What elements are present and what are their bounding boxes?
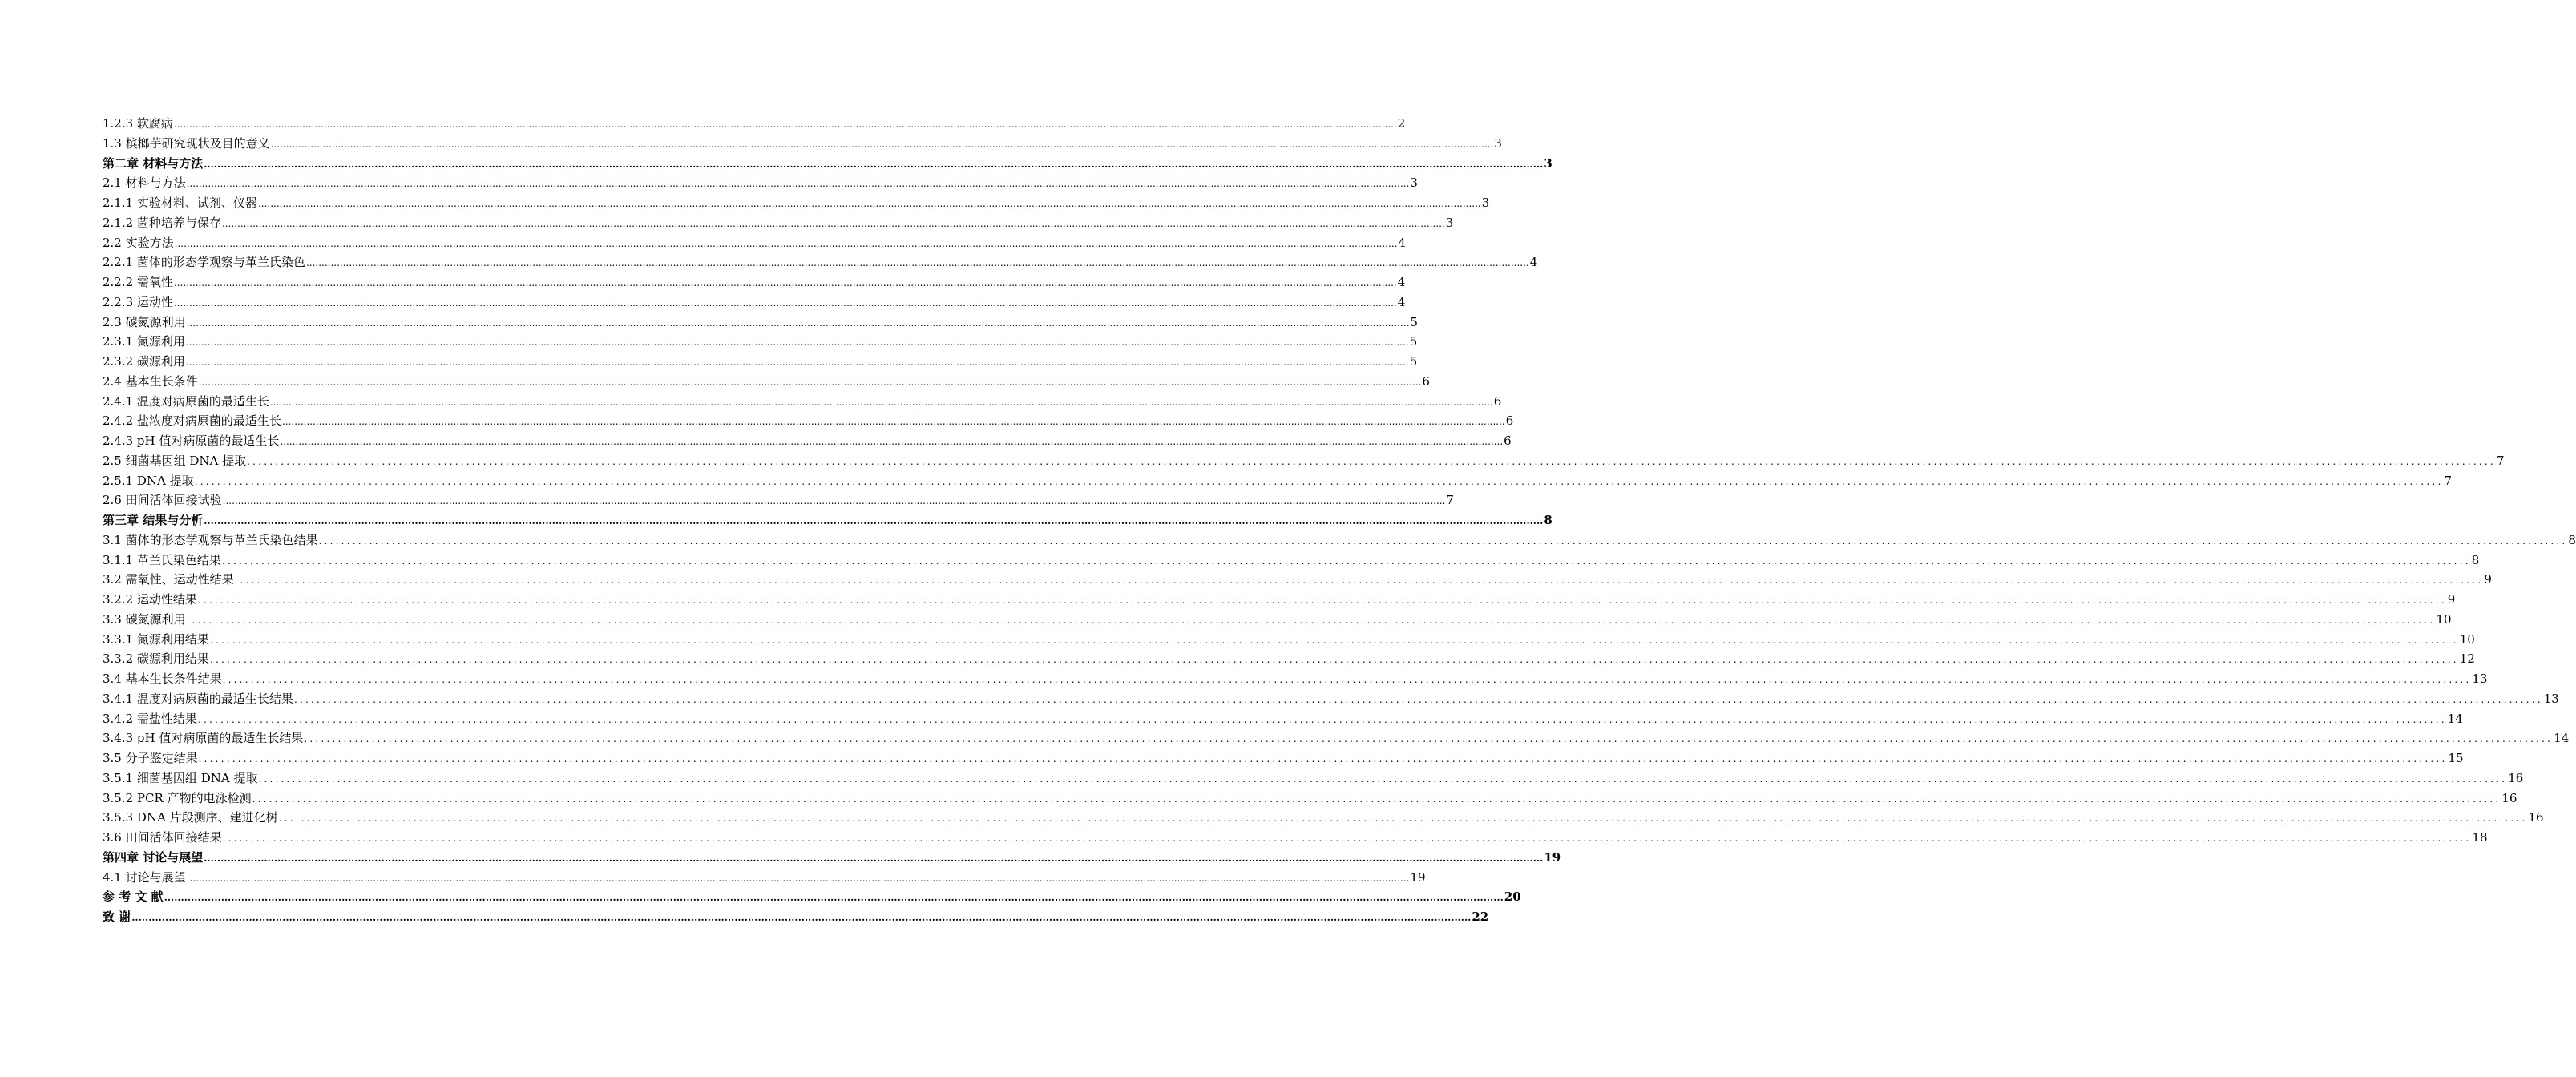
toc-entry-page-number: 7 — [2496, 453, 2505, 468]
toc-entry-page-number: 8 — [1544, 513, 1552, 527]
toc-entry[interactable] — [103, 432, 1512, 452]
toc-dot-leader: ................................................................................................................................................................................................................................................................................................................................................................................................................ — [204, 158, 1544, 170]
toc-entry[interactable] — [103, 234, 1406, 254]
toc-entry-title: 2.6 田间活体回接试验 — [103, 493, 222, 508]
toc-entry-title: 2.2.3 运动性 — [103, 294, 173, 309]
toc-entry-page-number: 18 — [2472, 830, 2488, 845]
toc-dot-leader: ................................................................................................................................................................................................................................................................................................................................................................................................................ — [197, 595, 2447, 606]
toc-entry[interactable] — [103, 293, 1406, 313]
toc-entry-title: 3.6 田间活体回接结果 — [103, 830, 222, 845]
toc-entry-title: 3.1.1 革兰氏染色结果 — [103, 552, 221, 567]
toc-dot-leader: ................................................................................................................................................................................................................................................................................................................................................................................................................ — [198, 376, 1422, 388]
toc-dot-leader: ................................................................................................................................................................................................................................................................................................................................................................................................................ — [186, 614, 2436, 626]
toc-entry[interactable] — [103, 174, 1418, 194]
toc-entry-title: 3.5.2 PCR 产物的电泳检测 — [103, 790, 252, 805]
toc-entry-page-number: 13 — [2472, 672, 2488, 686]
toc-entry-title: 2.2.2 需氧性 — [103, 275, 173, 289]
toc-entry-title: 3.2 需氧性、运动性结果 — [103, 572, 234, 587]
toc-entry-title: 3.4.3 pH 值对病原菌的最适生长结果 — [103, 731, 304, 746]
toc-dot-leader: ................................................................................................................................................................................................................................................................................................................................................................................................................ — [173, 119, 1397, 130]
toc-entry-title: 3.3.1 氮源利用结果 — [103, 631, 209, 647]
toc-entry[interactable] — [103, 849, 1561, 869]
toc-entry-page-number: 3 — [1410, 175, 1418, 191]
toc-entry-page-number: 16 — [2528, 810, 2544, 825]
toc-entry[interactable] — [103, 373, 1430, 393]
toc-entry-title: 2.4.2 盐浓度对病原菌的最适生长 — [103, 413, 281, 429]
toc-dot-leader: ................................................................................................................................................................................................................................................................................................................................................................................................................ — [174, 237, 1398, 249]
toc-entry[interactable] — [103, 869, 1426, 889]
toc-entry[interactable] — [103, 155, 1552, 175]
toc-entry[interactable] — [103, 809, 2544, 829]
toc-dot-leader: ................................................................................................................................................................................................................................................................................................................................................................................................................ — [258, 772, 2508, 785]
toc-dot-leader: ................................................................................................................................................................................................................................................................................................................................................................................................................ — [204, 852, 1544, 864]
toc-dot-leader: ................................................................................................................................................................................................................................................................................................................................................................................................................ — [164, 892, 1504, 904]
toc-entry[interactable] — [103, 333, 1418, 353]
toc-entry-page-number: 16 — [2501, 790, 2517, 805]
toc-dot-leader: ................................................................................................................................................................................................................................................................................................................................................................................................................ — [270, 138, 1494, 150]
toc-dot-leader: ................................................................................................................................................................................................................................................................................................................................................................................................................ — [185, 337, 1409, 349]
toc-entry-title: 2.2.1 菌体的形态学观察与革兰氏染色 — [103, 255, 305, 270]
toc-entry-page-number: 3 — [1481, 196, 1490, 210]
toc-entry-title: 3.3 碳氮源利用 — [103, 611, 186, 627]
toc-entry-title: 3.4.2 需盐性结果 — [103, 711, 197, 726]
toc-dot-leader: ................................................................................................................................................................................................................................................................................................................................................................................................................ — [252, 793, 2501, 805]
toc-entry-page-number: 20 — [1504, 889, 1521, 905]
toc-entry-title: 2.3 碳氮源利用 — [103, 314, 186, 329]
toc-entry-title: 3.3.2 碳源利用结果 — [103, 651, 209, 667]
toc-entry-title: 3.5.1 细菌基因组 DNA 提取 — [103, 770, 258, 785]
toc-entry-title: 参 考 文 献 — [103, 889, 164, 905]
toc-entry[interactable] — [103, 393, 1502, 413]
toc-entry[interactable] — [103, 729, 2570, 749]
toc-entry[interactable] — [103, 650, 2475, 670]
toc-dot-leader: ................................................................................................................................................................................................................................................................................................................................................................................................................ — [318, 534, 2568, 547]
toc-entry[interactable] — [103, 710, 2463, 730]
toc-entry[interactable] — [103, 749, 2464, 769]
toc-entry-title: 1.3 槟榔芋研究现状及目的意义 — [103, 135, 270, 151]
toc-dot-leader: ................................................................................................................................................................................................................................................................................................................................................................................................................ — [281, 416, 1505, 428]
toc-entry-title: 3.2.2 运动性结果 — [103, 592, 197, 607]
toc-entry-title: 3.4 基本生长条件结果 — [103, 672, 222, 686]
toc-entry[interactable] — [103, 135, 1502, 155]
toc-entry-page-number: 3 — [1445, 215, 1454, 230]
toc-entry[interactable] — [103, 571, 2492, 591]
toc-dot-leader: ................................................................................................................................................................................................................................................................................................................................................................................................................ — [131, 912, 1472, 923]
toc-dot-leader: ................................................................................................................................................................................................................................................................................................................................................................................................................ — [209, 654, 2459, 666]
toc-entry-page-number: 4 — [1529, 255, 1538, 270]
toc-entry-page-number: 3 — [1494, 135, 1502, 151]
toc-entry-page-number: 19 — [1410, 869, 1426, 885]
toc-entry[interactable] — [103, 353, 1418, 373]
toc-entry-page-number: 5 — [1409, 354, 1418, 369]
toc-entry-page-number: 2 — [1397, 116, 1406, 131]
toc-dot-leader: ................................................................................................................................................................................................................................................................................................................................................................................................................ — [280, 436, 1504, 447]
toc-entry-page-number: 6 — [1505, 413, 1514, 429]
toc-dot-leader: ................................................................................................................................................................................................................................................................................................................................................................................................................ — [278, 813, 2528, 825]
toc-entry[interactable] — [103, 690, 2559, 710]
toc-dot-leader: ................................................................................................................................................................................................................................................................................................................................................................................................................ — [173, 277, 1397, 288]
toc-entry-title: 1.2.3 软腐病 — [103, 116, 173, 131]
toc-entry-title: 3.5 分子鉴定结果 — [103, 751, 198, 765]
toc-dot-leader: ................................................................................................................................................................................................................................................................................................................................................................................................................ — [247, 455, 2496, 467]
toc-entry-title: 3.5.3 DNA 片段测序、建进化树 — [103, 810, 278, 825]
toc-entry-title: 2.4.3 pH 值对病原菌的最适生长 — [103, 434, 280, 448]
toc-dot-leader: ................................................................................................................................................................................................................................................................................................................................................................................................................ — [305, 257, 1529, 269]
toc-entry[interactable] — [103, 273, 1406, 293]
toc-entry[interactable] — [103, 491, 1454, 511]
toc-dot-leader: ................................................................................................................................................................................................................................................................................................................................................................................................................ — [194, 475, 2444, 487]
toc-entry[interactable] — [103, 253, 1538, 273]
toc-entry-title: 2.3.2 碳源利用 — [103, 354, 185, 369]
toc-entry-title: 2.5.1 DNA 提取 — [103, 473, 194, 488]
toc-entry-page-number: 14 — [2554, 731, 2570, 746]
toc-entry[interactable] — [103, 611, 2452, 631]
toc-entry[interactable] — [103, 769, 2524, 789]
toc-entry[interactable] — [103, 888, 1521, 908]
toc-dot-leader: ................................................................................................................................................................................................................................................................................................................................................................................................................ — [197, 713, 2447, 725]
toc-entry[interactable] — [103, 789, 2517, 809]
toc-dot-leader: ................................................................................................................................................................................................................................................................................................................................................................................................................ — [269, 396, 1493, 408]
toc-entry-title: 第四章 讨论与展望 — [103, 849, 204, 865]
toc-dot-leader: ................................................................................................................................................................................................................................................................................................................................................................................................................ — [222, 833, 2472, 844]
toc-entry-title: 2.3.1 氮源利用 — [103, 334, 185, 349]
toc-dot-leader: ................................................................................................................................................................................................................................................................................................................................................................................................................ — [186, 178, 1410, 190]
toc-entry[interactable] — [103, 511, 1552, 531]
toc-dot-leader: ................................................................................................................................................................................................................................................................................................................................................................................................................ — [257, 198, 1481, 209]
toc-entry-page-number: 16 — [2508, 770, 2524, 785]
toc-entry[interactable] — [103, 908, 1489, 928]
toc-dot-leader: ................................................................................................................................................................................................................................................................................................................................................................................................................ — [234, 575, 2484, 587]
toc-entry[interactable] — [103, 591, 2456, 611]
toc-entry-page-number: 12 — [2459, 651, 2475, 667]
toc-entry-page-number: 3 — [1544, 155, 1552, 171]
toc-entry-page-number: 13 — [2543, 691, 2559, 706]
toc-entry-page-number: 5 — [1409, 334, 1418, 349]
toc-dot-leader: ................................................................................................................................................................................................................................................................................................................................................................................................................ — [186, 872, 1410, 884]
toc-entry[interactable] — [103, 670, 2488, 690]
toc-entry[interactable] — [103, 412, 1514, 432]
toc-dot-leader: ................................................................................................................................................................................................................................................................................................................................................................................................................ — [198, 753, 2448, 764]
toc-dot-leader: ................................................................................................................................................................................................................................................................................................................................................................................................................ — [221, 217, 1445, 229]
toc-entry-page-number: 9 — [2484, 572, 2492, 587]
toc-entry[interactable] — [103, 829, 2488, 849]
toc-entry-page-number: 14 — [2447, 711, 2463, 726]
toc-entry-title: 2.1.1 实验材料、试剂、仪器 — [103, 196, 257, 210]
toc-entry-page-number: 8 — [2568, 532, 2576, 547]
toc-entry-page-number: 22 — [1472, 910, 1489, 924]
toc-dot-leader: ................................................................................................................................................................................................................................................................................................................................................................................................................ — [304, 733, 2554, 745]
toc-entry-title: 第二章 材料与方法 — [103, 155, 204, 171]
toc-entry-title: 致 谢 — [103, 910, 131, 924]
toc-entry-page-number: 15 — [2448, 751, 2464, 765]
toc-entry[interactable] — [103, 551, 2480, 571]
toc-entry-page-number: 10 — [2459, 631, 2475, 647]
toc-entry[interactable] — [103, 472, 2453, 492]
toc-entry-page-number: 7 — [1446, 493, 1454, 508]
toc-dot-leader: ................................................................................................................................................................................................................................................................................................................................................................................................................ — [209, 634, 2459, 646]
toc-entry[interactable] — [103, 115, 1406, 135]
toc-entry-page-number: 7 — [2444, 473, 2453, 488]
toc-entry-page-number: 5 — [1410, 314, 1418, 329]
toc-dot-leader: ................................................................................................................................................................................................................................................................................................................................................................................................................ — [221, 555, 2471, 567]
toc-entry[interactable] — [103, 531, 2576, 551]
toc-entry-page-number: 4 — [1398, 235, 1406, 250]
toc-entry-page-number: 4 — [1397, 275, 1406, 289]
toc-entry-page-number: 9 — [2447, 592, 2456, 607]
toc-dot-leader: ................................................................................................................................................................................................................................................................................................................................................................................................................ — [222, 495, 1446, 507]
toc-entry-title: 4.1 讨论与展望 — [103, 869, 186, 885]
toc-entry-page-number: 6 — [1493, 393, 1502, 409]
table-of-contents — [103, 115, 2576, 928]
toc-entry-title: 2.5 细菌基因组 DNA 提取 — [103, 453, 247, 468]
toc-entry[interactable] — [103, 214, 1454, 234]
toc-entry-title: 3.4.1 温度对病原菌的最适生长结果 — [103, 691, 293, 706]
toc-entry-title: 2.2 实验方法 — [103, 235, 174, 250]
toc-entry-title: 2.1.2 菌种培养与保存 — [103, 215, 221, 230]
toc-entry-page-number: 6 — [1422, 373, 1430, 389]
toc-entry-title: 3.1 菌体的形态学观察与革兰氏染色结果 — [103, 532, 318, 547]
toc-dot-leader: ................................................................................................................................................................................................................................................................................................................................................................................................................ — [293, 693, 2543, 705]
toc-entry-page-number: 19 — [1544, 849, 1561, 865]
toc-entry-title: 2.4.1 温度对病原菌的最适生长 — [103, 393, 269, 409]
toc-dot-leader: ................................................................................................................................................................................................................................................................................................................................................................................................................ — [204, 515, 1544, 526]
toc-entry-page-number: 4 — [1397, 294, 1406, 309]
toc-entry-title: 2.4 基本生长条件 — [103, 373, 198, 389]
toc-dot-leader: ................................................................................................................................................................................................................................................................................................................................................................................................................ — [185, 357, 1409, 368]
toc-entry[interactable] — [103, 631, 2475, 651]
toc-dot-leader: ................................................................................................................................................................................................................................................................................................................................................................................................................ — [186, 317, 1410, 329]
toc-entry-page-number: 10 — [2436, 611, 2452, 627]
toc-entry[interactable] — [103, 194, 1490, 214]
toc-entry-page-number: 8 — [2471, 552, 2480, 567]
toc-dot-leader: ................................................................................................................................................................................................................................................................................................................................................................................................................ — [173, 296, 1397, 309]
toc-entry-title: 第三章 结果与分析 — [103, 513, 204, 527]
toc-dot-leader: ................................................................................................................................................................................................................................................................................................................................................................................................................ — [222, 674, 2472, 685]
toc-entry-title: 2.1 材料与方法 — [103, 175, 186, 191]
toc-entry[interactable] — [103, 452, 2505, 472]
toc-entry[interactable] — [103, 313, 1418, 333]
toc-entry-page-number: 6 — [1504, 434, 1512, 448]
